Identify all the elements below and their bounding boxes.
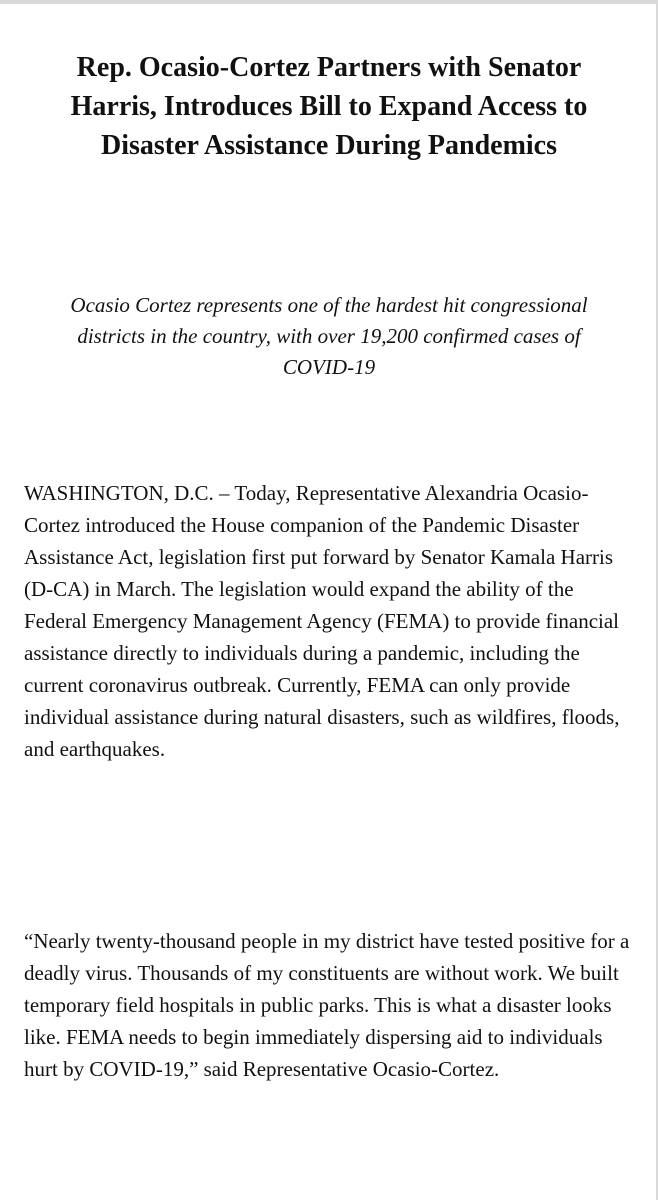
body-paragraph-1: WASHINGTON, D.C. – Today, Representative Alexandria Ocasio-Cortez introduced the House companion of the Pandemic Disaster Assistance Act, legislation first put forward by Senator Kamala Harris (D-CA) in March. The legislation would expand the ability of the Federal Emergency Management Agency (FEMA) to provide financial assistance directly to individuals during a pandemic, including the current coronavirus outbreak. Currently, FEMA can only provide individual assistance during natural disasters, such as wildfires, floods, and earthquakes. bbox=[24, 481, 620, 761]
subheadline: Ocasio Cortez represents one of the hardest hit congressional districts in the country, with over 19,200 confirmed cases of COVID-19 bbox=[70, 293, 588, 379]
headline: Rep. Ocasio-Cortez Partners with Senator Harris, Introduces Bill to Expand Access to Disaster Assistance During Pandemics bbox=[70, 52, 588, 161]
top-divider bbox=[0, 0, 658, 4]
body-paragraph-2: “Nearly twenty-thousand people in my district have tested positive for a deadly virus. Thousands of my constituents are without work. We built temporary field hospitals in public parks. This is what a disaster looks like. FEMA needs to begin immediately dispersing aid to individuals hurt by COVID-19,” said Representative Ocasio-Cortez. bbox=[24, 929, 630, 1081]
